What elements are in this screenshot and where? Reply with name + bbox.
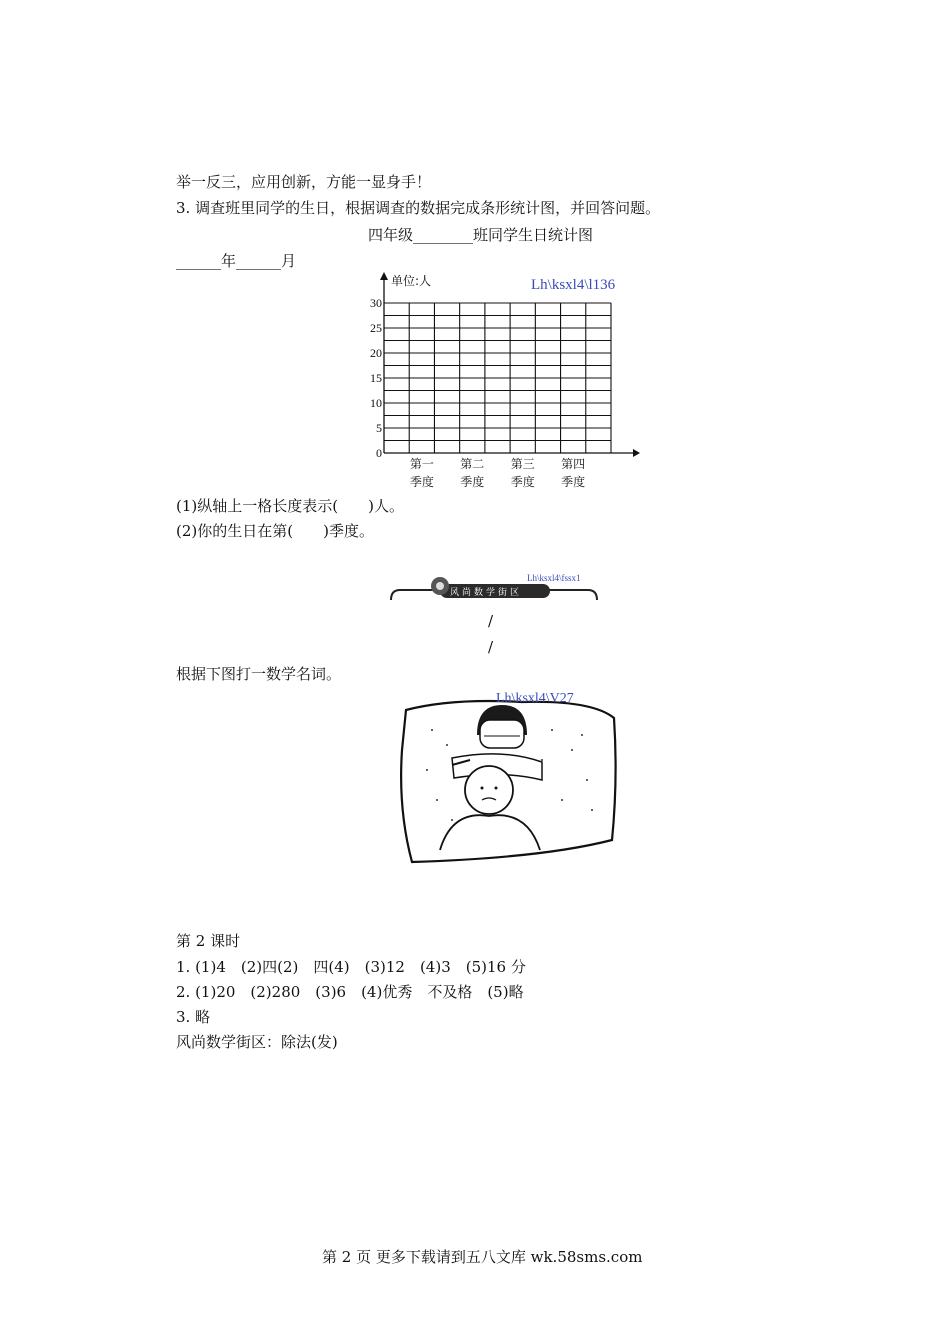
answer-line-2: 2. (1)20 (2)280 (3)6 (4)优秀 不及格 (5)略 [176, 983, 524, 1001]
question-3: 3. 调查班里同学的生日，根据调查的数据完成条形统计图，并回答问题。 [176, 199, 661, 217]
y-tick-label: 25 [370, 321, 382, 335]
x-category-label: 第一 [409, 457, 434, 471]
y-axis-arrow-icon [380, 272, 388, 280]
chart-title: 四年级________班同学生日统计图 [368, 226, 594, 244]
date-line: ______年______月 [176, 252, 297, 270]
y-tick-label: 5 [376, 421, 382, 435]
cartoon-annotation: Lh\ksxl4\V27 [496, 691, 574, 706]
banner-title: 风尚数学街区 [450, 588, 523, 598]
birthday-bar-chart [340, 270, 660, 495]
slash-1: / [488, 612, 494, 630]
x-category-label: 季度 [561, 475, 586, 489]
y-tick-label: 0 [376, 446, 382, 460]
answers-heading: 第 2 课时 [176, 932, 241, 950]
x-category-label: 季度 [409, 475, 434, 489]
barber-cartoon [392, 690, 622, 865]
chart-annotation: Lh\ksxl4\l136 [531, 277, 616, 293]
x-axis-arrow-icon [633, 449, 640, 457]
y-unit-label: 单位:人 [391, 274, 432, 288]
slash-2: / [488, 638, 494, 656]
sub-question-1: (1)纵轴上一格长度表示( )人。 [176, 497, 404, 515]
answer-line-1: 1. (1)4 (2)四(2) 四(4) (3)12 (4)3 (5)16 分 [176, 958, 526, 976]
page-footer: 第 2 页 更多下载请到五八文库 wk.58sms.com [322, 1248, 643, 1266]
answer-line-4: 风尚数学街区：除法(发) [176, 1033, 338, 1051]
y-tick-label: 30 [370, 296, 382, 310]
section-banner [388, 570, 600, 606]
x-category-label: 季度 [460, 475, 485, 489]
x-category-label: 第四 [561, 457, 586, 471]
y-tick-label: 15 [370, 371, 382, 385]
y-tick-label: 10 [370, 396, 382, 410]
banner-annotation: Lh\ksxl4\fssx1 [527, 573, 581, 583]
x-category-label: 第二 [460, 457, 485, 471]
sub-question-2: (2)你的生日在第( )季度。 [176, 522, 374, 540]
riddle-prompt: 根据下图打一数学名词。 [176, 665, 342, 683]
x-category-label: 季度 [510, 475, 535, 489]
y-tick-label: 20 [370, 346, 382, 360]
intro-text: 举一反三，应用创新，方能一显身手！ [176, 173, 432, 191]
answer-line-3: 3. 略 [176, 1008, 211, 1026]
x-category-label: 第三 [510, 457, 535, 471]
